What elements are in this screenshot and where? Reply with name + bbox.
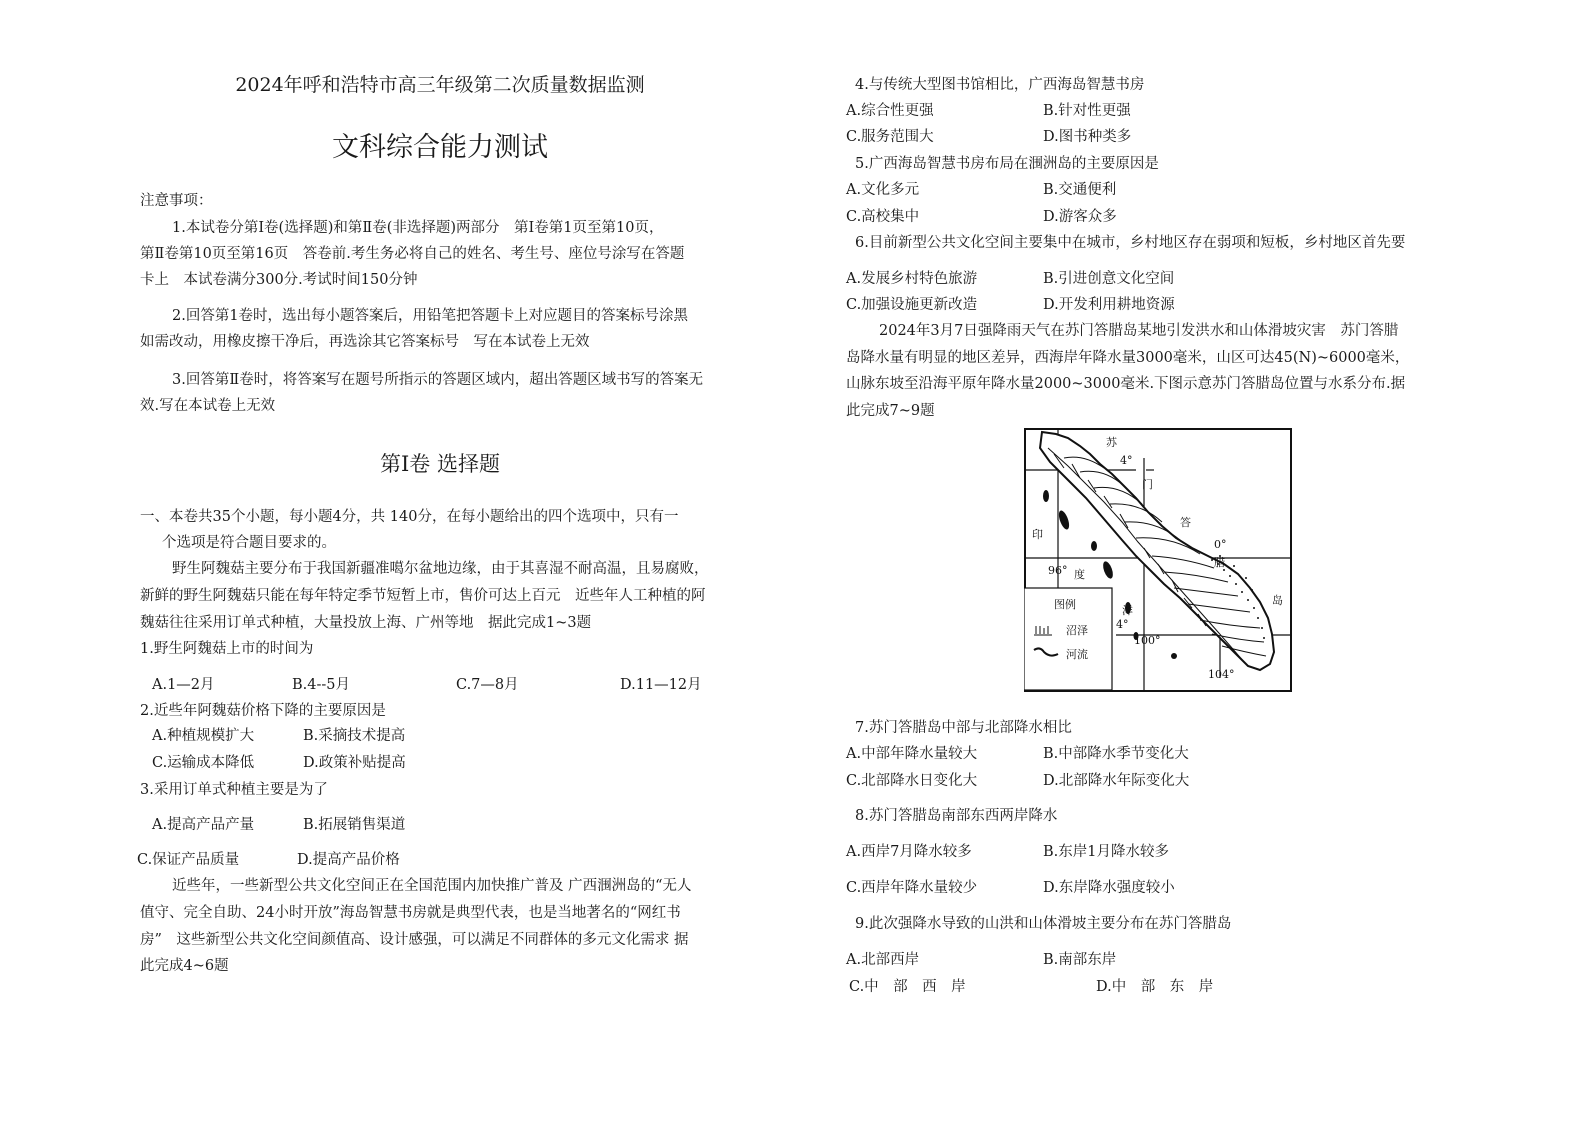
exam-subject: 文科综合能力测试 [332,132,548,163]
question-7-stem: 7.苏门答腊岛中部与北部降水相比 [855,720,1072,736]
map-lat-4n: 4° [1120,454,1133,467]
passage-3-line-3: 山脉东坡至沿海平原年降水量2000~3000毫米.下图示意苏门答腊岛位置与水系分布.据 [846,376,1406,392]
question-8-stem: 8.苏门答腊岛南部东西两岸降水 [855,808,1058,824]
question-4-option-b: B.针对性更强 [1043,103,1131,119]
question-6-option-b: B.引进创意文化空间 [1043,271,1175,287]
map-lon-100: 100° [1134,634,1161,647]
question-6-stem: 6.目前新型公共文化空间主要集中在城市，乡村地区存在弱项和短板，乡村地区首先要 [855,235,1406,251]
section-intro-line-2: 个选项是符合题目要求的。 [162,535,336,551]
note-3-line-1: 3.回答第Ⅱ卷时，将答案写在题号所指示的答题区域内，超出答题区域书写的答案无 [172,372,704,388]
passage-3-line-1: 2024年3月7日强降雨天气在苏门答腊岛某地引发洪水和山体滑坡灾害 苏门答腊 [879,323,1399,339]
map-lat-4s: 4° [1116,618,1129,631]
note-1-line-3: 卡上 本试卷满分300分.考试时间150分钟 [140,272,418,288]
passage-2-line-3: 房” 这些新型公共文化空间颜值高、设计感强，可以满足不同群体的多元文化需求 据 [140,932,689,948]
legend-river-label: 河流 [1066,648,1088,661]
question-1-option-a: A.1—2月 [152,677,215,693]
question-1-option-b: B.4--5月 [292,677,351,693]
passage-1-line-1: 野生阿魏菇主要分布于我国新疆准噶尔盆地边缘，由于其喜湿不耐高温，且易腐败， [172,561,709,577]
section-intro-line-1: 一、本卷共35个小题，每小题4分，共 140分，在每小题给出的四个选项中，只有一 [140,509,679,525]
note-2-line-2: 如需改动，用橡皮擦干净后，再选涂其它答案标号 写在本试卷上无效 [140,334,590,350]
question-8-option-b: B.东岸1月降水较多 [1043,844,1169,860]
map-label-yin: 印 [1032,528,1043,541]
notes-heading: 注意事项： [140,193,213,209]
question-1-option-c: C.7—8月 [456,677,519,693]
question-1-stem: 1.野生阿魏菇上市的时间为 [140,641,314,657]
passage-2-line-2: 值守、完全自助、24小时开放”海岛智慧书房就是典型代表，也是当地著名的“网红书 [140,905,681,921]
passage-3-line-4: 此完成7~9题 [846,403,935,419]
question-2-option-c: C.运输成本降低 [152,755,255,771]
question-4-option-c: C.服务范围大 [846,129,934,145]
question-9-option-a: A.北部西岸 [846,952,920,968]
passage-2-line-1: 近些年，一些新型公共文化空间正在全国范围内加快推广普及 广西涠洲岛的“无人 [172,878,692,894]
question-2-option-b: B.采摘技术提高 [303,728,406,744]
sumatra-map [1024,428,1292,692]
note-3-line-2: 效.写在本试卷上无效 [140,398,276,414]
question-5-option-c: C.高校集中 [846,209,920,225]
legend-swamp-label: 沼泽 [1066,624,1088,637]
section-title: 第Ⅰ卷 选择题 [380,452,500,476]
question-4-option-a: A.综合性更强 [846,103,934,119]
question-7-option-c: C.北部降水日变化大 [846,773,978,789]
passage-1-line-2: 新鲜的野生阿魏菇只能在每年特定季节短暂上市，售价可达上百元 近些年人工种植的阿 [140,588,706,604]
question-8-option-a: A.西岸7月降水较多 [846,844,972,860]
question-5-option-b: B.交通便利 [1043,182,1117,198]
note-1-line-2: 第Ⅱ卷第10页至第16页 答卷前.考生务必将自己的姓名、考生号、座位号涂写在答题 [140,246,685,262]
question-5-option-d: D.游客众多 [1043,209,1117,225]
map-lat-0: 0° [1214,538,1227,551]
map-label-yang: 洋 [1122,604,1133,617]
question-8-option-c: C.西岸年降水量较少 [846,880,978,896]
question-7-option-a: A.中部年降水量较大 [846,746,978,762]
passage-2-line-4: 此完成4~6题 [140,958,229,974]
exam-title: 2024年呼和浩特市高三年级第二次质量数据监测 [235,74,645,96]
question-4-stem: 4.与传统大型图书馆相比，广西海岛智慧书房 [855,77,1145,93]
question-8-option-d: D.东岸降水强度较小 [1043,880,1175,896]
question-2-stem: 2.近些年阿魏菇价格下降的主要原因是 [140,703,386,719]
passage-3-line-2: 岛降水量有明显的地区差异，西海岸年降水量3000毫米，山区可达45(N)~6000毫米， [846,350,1410,366]
question-9-option-c: C.中 部 西 岸 [849,979,966,995]
question-9-option-d: D.中 部 东 岸 [1096,979,1214,995]
note-1-line-1: 1.本试卷分第Ⅰ卷(选择题)和第Ⅱ卷(非选择题)两部分 第Ⅰ卷第1页至第10页， [172,220,664,236]
question-4-option-d: D.图书种类多 [1043,129,1132,145]
question-5-stem: 5.广西海岛智慧书房布局在涠洲岛的主要原因是 [855,156,1159,172]
map-legend [1024,588,1112,690]
map-lon-96: 96° [1048,564,1068,577]
question-3-option-c: C.保证产品质量 [137,852,240,868]
question-3-option-a: A.提高产品产量 [152,817,255,833]
question-7-option-b: B.中部降水季节变化大 [1043,746,1189,762]
question-5-option-a: A.文化多元 [846,182,920,198]
question-6-option-a: A.发展乡村特色旅游 [846,271,978,287]
passage-1-line-3: 魏菇往往采用订单式种植，大量投放上海、广州等地 据此完成1~3题 [140,615,592,631]
map-label-su: 苏 [1106,436,1117,449]
map-lon-104: 104° [1208,668,1235,681]
map-label-da: 答 [1180,516,1191,529]
question-1-option-d: D.11—12月 [620,677,702,693]
question-7-option-d: D.北部降水年际变化大 [1043,773,1190,789]
question-3-option-d: D.提高产品价格 [297,852,400,868]
question-6-option-c: C.加强设施更新改造 [846,297,978,313]
question-2-option-a: A.种植规模扩大 [152,728,255,744]
map-label-du: 度 [1074,568,1085,581]
question-3-option-b: B.拓展销售渠道 [303,817,406,833]
question-3-stem: 3.采用订单式种植主要是为了 [140,782,328,798]
legend-title: 图例 [1054,598,1076,611]
note-2-line-1: 2.回答第1卷时，选出每小题答案后，用铅笔把答题卡上对应题目的答案标号涂黑 [172,308,689,324]
question-9-stem: 9.此次强降水导致的山洪和山体滑坡主要分布在苏门答腊岛 [855,916,1232,932]
question-6-option-d: D.开发利用耕地资源 [1043,297,1175,313]
question-2-option-d: D.政策补贴提高 [303,755,406,771]
question-9-option-b: B.南部东岸 [1043,952,1117,968]
map-label-la: 腊 [1214,556,1225,569]
map-label-dao: 岛 [1272,594,1283,607]
map-label-men: 门 [1142,478,1153,491]
